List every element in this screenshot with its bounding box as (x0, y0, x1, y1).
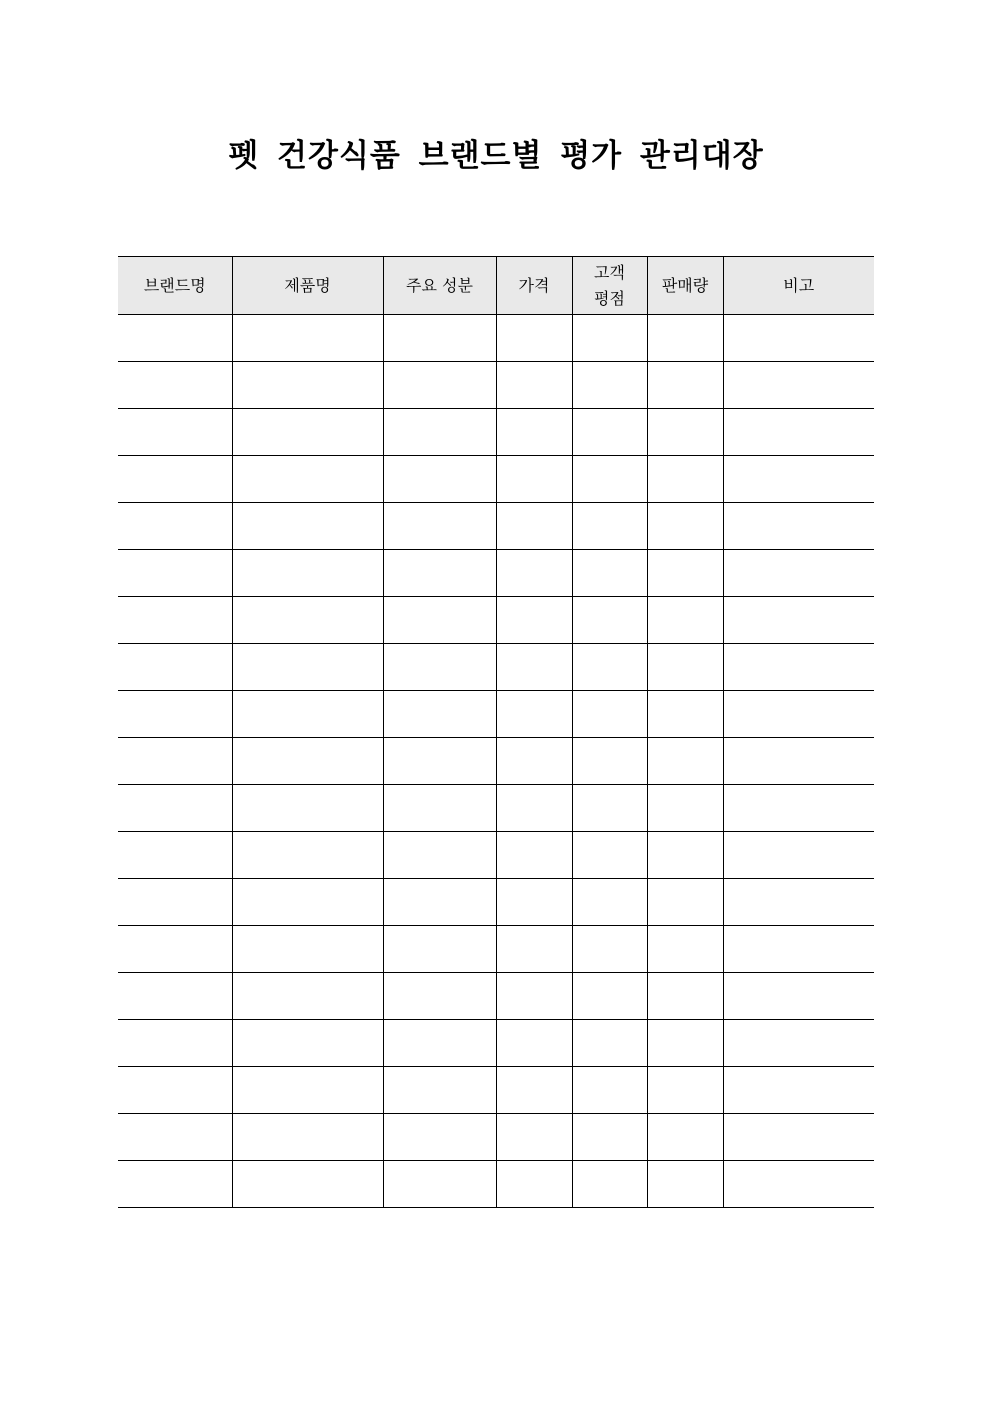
table-row (118, 644, 874, 691)
table-row (118, 691, 874, 738)
table-row (118, 315, 874, 362)
cell-customer-rating (572, 1020, 647, 1067)
cell-sales-volume (647, 879, 723, 926)
cell-customer-rating (572, 644, 647, 691)
cell-customer-rating (572, 1067, 647, 1114)
cell-customer-rating (572, 409, 647, 456)
cell-customer-rating (572, 362, 647, 409)
cell-customer-rating (572, 315, 647, 362)
cell-remarks (723, 738, 874, 785)
cell-customer-rating (572, 1161, 647, 1208)
header-product-name: 제품명 (232, 257, 383, 315)
cell-brand-name (118, 409, 232, 456)
cell-product-name (232, 926, 383, 973)
cell-remarks (723, 409, 874, 456)
evaluation-ledger-table (118, 256, 874, 1208)
cell-sales-volume (647, 1067, 723, 1114)
cell-main-ingredients (383, 1114, 496, 1161)
cell-price (496, 1161, 572, 1208)
cell-price (496, 785, 572, 832)
cell-product-name (232, 1020, 383, 1067)
header-customer-rating: 고객 평점 (572, 257, 647, 315)
header-remarks: 비고 (723, 257, 874, 315)
cell-remarks (723, 597, 874, 644)
cell-brand-name (118, 644, 232, 691)
cell-price (496, 1067, 572, 1114)
cell-remarks (723, 832, 874, 879)
cell-remarks (723, 1067, 874, 1114)
cell-remarks (723, 973, 874, 1020)
cell-price (496, 597, 572, 644)
table-row (118, 1020, 874, 1067)
cell-sales-volume (647, 550, 723, 597)
cell-product-name (232, 503, 383, 550)
cell-sales-volume (647, 738, 723, 785)
cell-customer-rating (572, 1114, 647, 1161)
cell-price (496, 644, 572, 691)
cell-sales-volume (647, 973, 723, 1020)
cell-product-name (232, 832, 383, 879)
cell-product-name (232, 456, 383, 503)
table-row (118, 1161, 874, 1208)
cell-brand-name (118, 691, 232, 738)
cell-customer-rating (572, 597, 647, 644)
cell-price (496, 1020, 572, 1067)
cell-main-ingredients (383, 1067, 496, 1114)
cell-main-ingredients (383, 456, 496, 503)
cell-price (496, 879, 572, 926)
cell-sales-volume (647, 1020, 723, 1067)
cell-main-ingredients (383, 879, 496, 926)
cell-remarks (723, 926, 874, 973)
table-row (118, 550, 874, 597)
cell-main-ingredients (383, 973, 496, 1020)
cell-brand-name (118, 362, 232, 409)
cell-brand-name (118, 597, 232, 644)
cell-price (496, 456, 572, 503)
table-row (118, 1067, 874, 1114)
cell-brand-name (118, 1020, 232, 1067)
ledger-body (118, 315, 874, 1208)
cell-remarks (723, 315, 874, 362)
cell-product-name (232, 738, 383, 785)
table-row (118, 362, 874, 409)
cell-main-ingredients (383, 597, 496, 644)
cell-remarks (723, 456, 874, 503)
cell-price (496, 691, 572, 738)
cell-main-ingredients (383, 362, 496, 409)
cell-price (496, 362, 572, 409)
cell-remarks (723, 1114, 874, 1161)
cell-sales-volume (647, 315, 723, 362)
cell-main-ingredients (383, 1020, 496, 1067)
table-row (118, 785, 874, 832)
cell-sales-volume (647, 362, 723, 409)
cell-product-name (232, 550, 383, 597)
cell-main-ingredients (383, 785, 496, 832)
cell-main-ingredients (383, 832, 496, 879)
table-row (118, 456, 874, 503)
table-row (118, 973, 874, 1020)
cell-customer-rating (572, 550, 647, 597)
cell-remarks (723, 550, 874, 597)
table-row (118, 503, 874, 550)
table-row (118, 926, 874, 973)
cell-sales-volume (647, 785, 723, 832)
cell-brand-name (118, 1161, 232, 1208)
cell-price (496, 973, 572, 1020)
cell-price (496, 315, 572, 362)
table-row (118, 832, 874, 879)
header-row (118, 257, 874, 315)
cell-product-name (232, 362, 383, 409)
cell-remarks (723, 879, 874, 926)
cell-sales-volume (647, 1114, 723, 1161)
cell-product-name (232, 315, 383, 362)
cell-main-ingredients (383, 644, 496, 691)
cell-sales-volume (647, 926, 723, 973)
cell-product-name (232, 1161, 383, 1208)
header-sales-volume: 판매량 (647, 257, 723, 315)
cell-brand-name (118, 785, 232, 832)
cell-main-ingredients (383, 1161, 496, 1208)
cell-customer-rating (572, 738, 647, 785)
cell-brand-name (118, 1067, 232, 1114)
cell-price (496, 1114, 572, 1161)
cell-sales-volume (647, 409, 723, 456)
cell-remarks (723, 644, 874, 691)
cell-main-ingredients (383, 926, 496, 973)
cell-main-ingredients (383, 315, 496, 362)
cell-product-name (232, 785, 383, 832)
cell-brand-name (118, 973, 232, 1020)
cell-customer-rating (572, 785, 647, 832)
cell-product-name (232, 644, 383, 691)
cell-remarks (723, 785, 874, 832)
cell-remarks (723, 1161, 874, 1208)
cell-brand-name (118, 832, 232, 879)
cell-product-name (232, 1114, 383, 1161)
cell-main-ingredients (383, 691, 496, 738)
cell-main-ingredients (383, 503, 496, 550)
cell-sales-volume (647, 644, 723, 691)
cell-customer-rating (572, 456, 647, 503)
cell-main-ingredients (383, 738, 496, 785)
cell-customer-rating (572, 503, 647, 550)
cell-sales-volume (647, 503, 723, 550)
cell-product-name (232, 409, 383, 456)
cell-sales-volume (647, 691, 723, 738)
cell-main-ingredients (383, 409, 496, 456)
cell-product-name (232, 973, 383, 1020)
header-price: 가격 (496, 257, 572, 315)
cell-product-name (232, 1067, 383, 1114)
cell-sales-volume (647, 832, 723, 879)
cell-price (496, 926, 572, 973)
cell-brand-name (118, 315, 232, 362)
cell-brand-name (118, 1114, 232, 1161)
table-row (118, 1114, 874, 1161)
cell-product-name (232, 879, 383, 926)
cell-sales-volume (647, 1161, 723, 1208)
cell-brand-name (118, 879, 232, 926)
cell-price (496, 738, 572, 785)
cell-remarks (723, 691, 874, 738)
table-row (118, 597, 874, 644)
cell-brand-name (118, 456, 232, 503)
header-main-ingredients: 주요 성분 (383, 257, 496, 315)
cell-product-name (232, 691, 383, 738)
cell-brand-name (118, 503, 232, 550)
cell-brand-name (118, 926, 232, 973)
cell-brand-name (118, 738, 232, 785)
cell-customer-rating (572, 832, 647, 879)
cell-customer-rating (572, 973, 647, 1020)
cell-price (496, 503, 572, 550)
cell-remarks (723, 1020, 874, 1067)
cell-customer-rating (572, 879, 647, 926)
cell-sales-volume (647, 597, 723, 644)
cell-main-ingredients (383, 550, 496, 597)
table-row (118, 879, 874, 926)
header-brand-name: 브랜드명 (118, 257, 232, 315)
cell-price (496, 409, 572, 456)
cell-price (496, 550, 572, 597)
table-row (118, 409, 874, 456)
cell-brand-name (118, 550, 232, 597)
table-row (118, 738, 874, 785)
page-title: 펫 건강식품 브랜드별 평가 관리대장 (228, 138, 764, 174)
cell-price (496, 832, 572, 879)
cell-customer-rating (572, 691, 647, 738)
cell-product-name (232, 597, 383, 644)
cell-remarks (723, 503, 874, 550)
cell-customer-rating (572, 926, 647, 973)
cell-sales-volume (647, 456, 723, 503)
cell-remarks (723, 362, 874, 409)
